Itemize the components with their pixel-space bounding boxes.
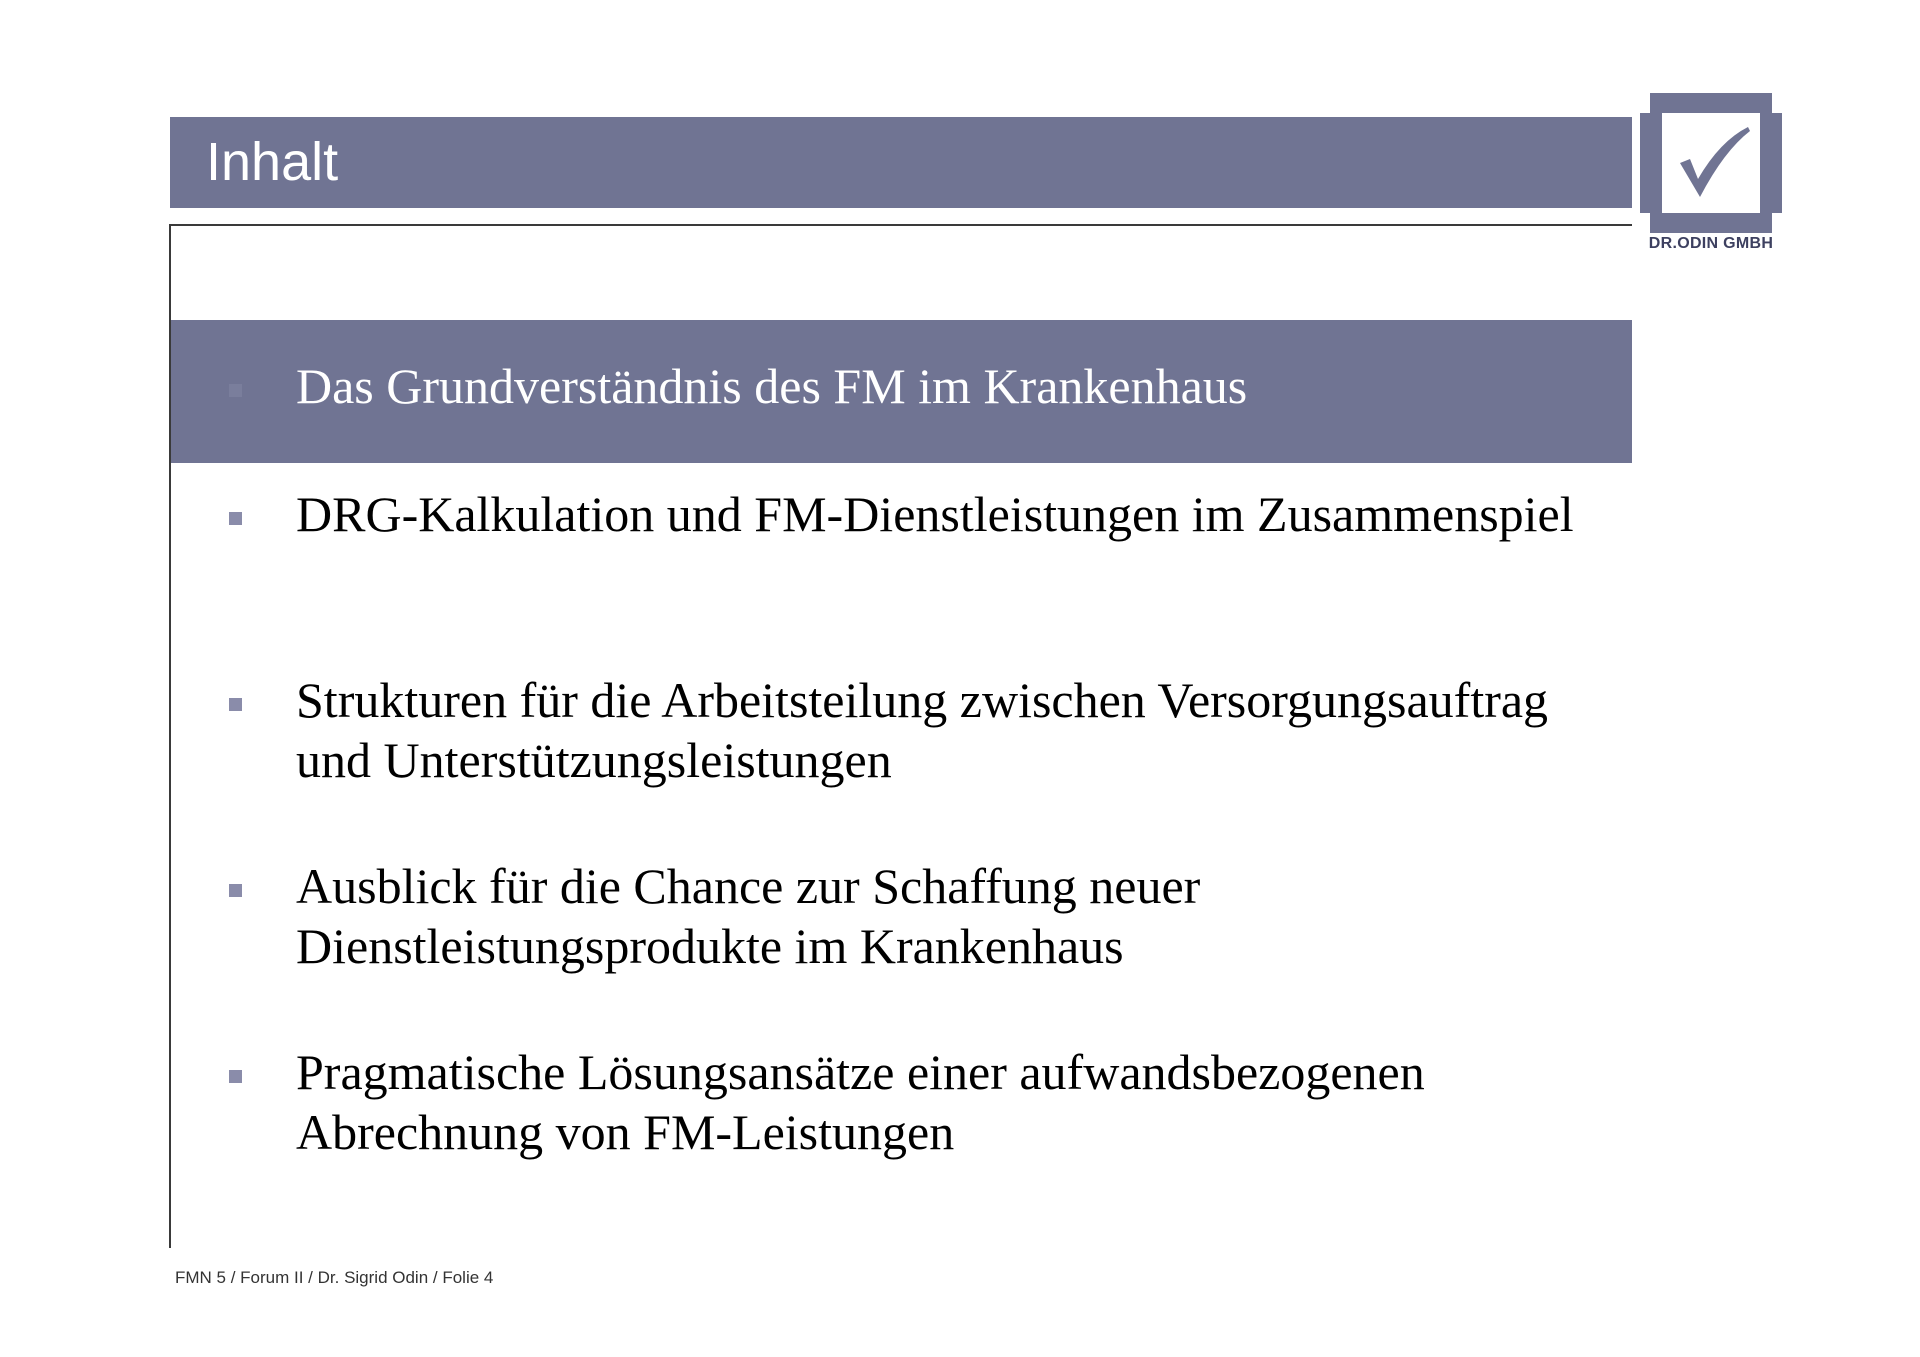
title-bar xyxy=(170,117,1632,208)
bullet-marker xyxy=(229,884,242,897)
bullet-marker xyxy=(229,384,242,397)
agenda-item-text: Pragmatische Lösungsansätze einer aufwandsbezogenen Abrechnung von FM-Leistungen xyxy=(296,1044,1425,1160)
slide-title: Inhalt xyxy=(206,132,339,192)
agenda-item-text: DRG-Kalkulation und FM-Dienstleistungen im Zusammenspiel xyxy=(296,486,1574,542)
frame-divider-horizontal xyxy=(170,224,1632,226)
agenda-item-text: Das Grundverständnis des FM im Krankenhaus xyxy=(296,358,1248,414)
bullet-marker xyxy=(229,512,242,525)
agenda-item-1 xyxy=(171,320,1632,463)
checkmark-icon xyxy=(1640,93,1782,233)
agenda-item-text: Ausblick für die Chance zur Schaffung neuer Dienstleistungsprodukte im Krankenhaus xyxy=(296,858,1201,974)
slide-footer: FMN 5 / Forum II / Dr. Sigrid Odin / Folie 4 xyxy=(175,1268,494,1287)
company-logo xyxy=(1640,93,1782,261)
logo-text: DR.ODIN GMBH xyxy=(1648,235,1774,252)
agenda-item-text: Strukturen für die Arbeitsteilung zwischen Versorgungsauftrag und Unterstützungsleistungen xyxy=(296,672,1549,788)
bullet-marker xyxy=(229,698,242,711)
bullet-marker xyxy=(229,1070,242,1083)
